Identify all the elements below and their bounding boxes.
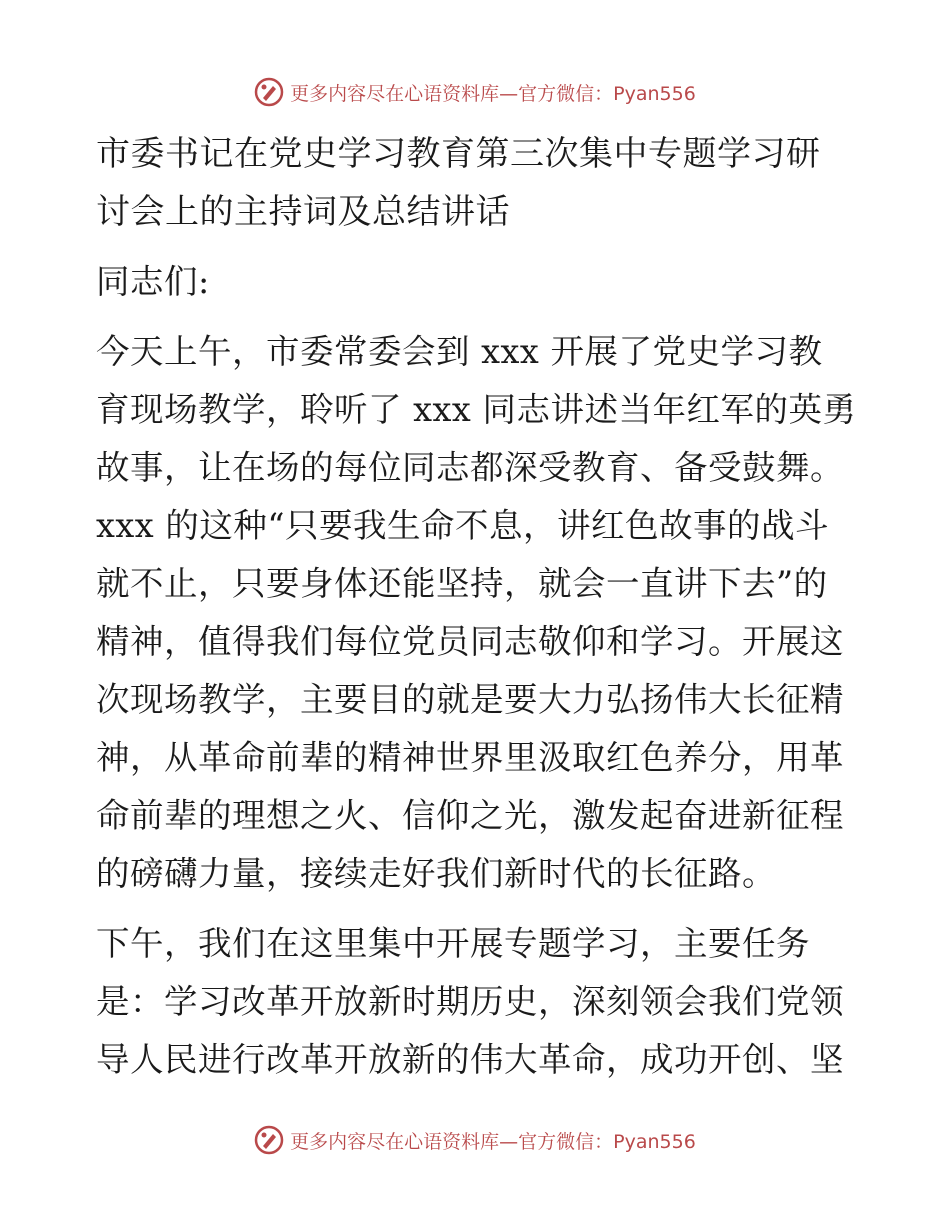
paragraph-line: 下午，我们在这里集中开展专题学习，主要任务 xyxy=(96,924,810,963)
paragraph-line: 神，从革命前辈的精神世界里汲取红色养分，用革 xyxy=(96,738,844,777)
document-body xyxy=(96,125,856,1089)
doc-title-line: 市委书记在党史学习教育第三次集中专题学习研 xyxy=(96,134,821,174)
paragraph-line: 是：学习改革开放新时期历史，深刻领会我们党领 xyxy=(96,982,844,1021)
watermark-text: 更多内容尽在心语资料库—官方微信：Pyan556 xyxy=(290,1130,696,1153)
paragraph-line: 导人民进行改革开放新的伟大革命，成功开创、坚 xyxy=(96,1040,844,1079)
paragraph-line: 精神，值得我们每位党员同志敬仰和学习。开展这 xyxy=(96,622,844,661)
paragraph-line: 的磅礴力量，接续走好我们新时代的长征路。 xyxy=(96,854,776,893)
doc-title-line: 讨会上的主持词及总结讲话 xyxy=(96,192,510,232)
paragraph-line: 次现场教学，主要目的就是要大力弘扬伟大长征精 xyxy=(96,680,844,719)
logo-icon xyxy=(254,1125,284,1155)
watermark-text: 更多内容尽在心语资料库—官方微信：Pyan556 xyxy=(290,82,696,105)
paragraph-line: 就不止，只要身体还能坚持，就会一直讲下去”的 xyxy=(96,564,828,603)
paragraph-line: 故事，让在场的每位同志都深受教育、备受鼓舞。 xyxy=(96,448,844,487)
salutation: 同志们: xyxy=(96,262,210,301)
paragraph-line: 今天上午，市委常委会到 xxx 开展了党史学习教 xyxy=(96,332,823,371)
paragraph-line: 育现场教学，聆听了 xxx 同志讲述当年红军的英勇 xyxy=(96,390,857,429)
watermark-header xyxy=(0,72,950,112)
watermark-footer xyxy=(0,1120,950,1160)
logo-icon xyxy=(254,77,284,107)
paragraph-line: xxx 的这种“只要我生命不息，讲红色故事的战斗 xyxy=(96,506,829,545)
paragraph-line: 命前辈的理想之火、信仰之光，激发起奋进新征程 xyxy=(96,796,844,835)
